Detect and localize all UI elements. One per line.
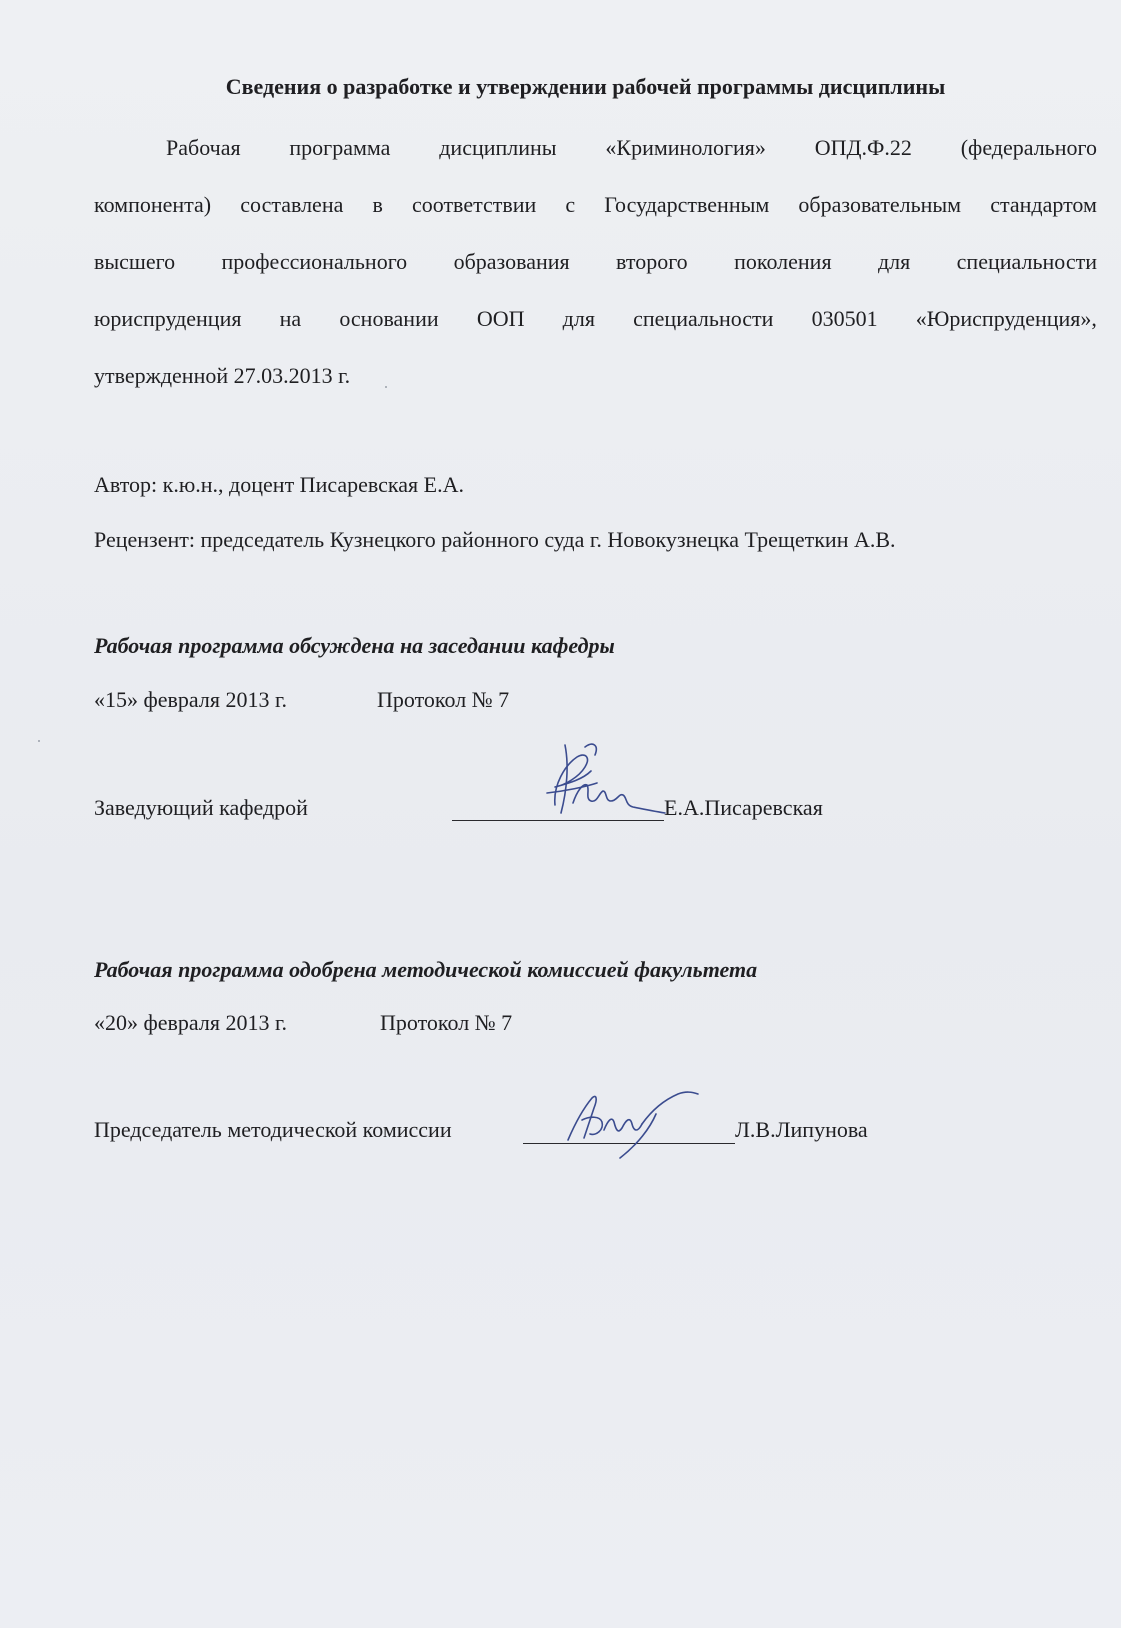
paragraph-word: программа	[289, 135, 391, 160]
paragraph-word: с	[565, 192, 576, 217]
commission-protocol: Протокол № 7	[380, 1010, 513, 1035]
paragraph-word: на	[279, 306, 302, 331]
document-title: Сведения о разработке и утверждении рабочей программы дисциплины	[225, 74, 946, 99]
paragraph-line	[94, 299, 1097, 356]
paragraph-line	[94, 356, 1097, 413]
author-line: Автор: к.ю.н., доцент Писаревская Е.А.	[94, 472, 464, 497]
paragraph-word: образовательным	[798, 192, 962, 217]
paragraph-word: стандартом	[990, 192, 1097, 217]
paragraph-word: (федерального	[960, 135, 1097, 160]
department-date: «15» февраля 2013 г.	[94, 687, 288, 712]
commission-heading: Рабочая программа одобрена методической комиссией факультета	[94, 957, 758, 982]
paragraph-word: второго	[616, 249, 688, 274]
paragraph-word: юриспруденция	[94, 306, 242, 331]
paragraph-word: компонента)	[94, 192, 212, 217]
department-head-title: Заведующий кафедрой	[94, 795, 308, 820]
paragraph-word: утвержденной 27.03.2013 г.	[94, 363, 351, 388]
paragraph-word: специальности	[633, 306, 774, 331]
department-head-name: Е.А.Писаревская	[664, 795, 823, 820]
paragraph-word: для	[562, 306, 595, 331]
paragraph-word: Рабочая	[166, 135, 241, 160]
scan-speck	[385, 386, 387, 388]
intro-paragraph	[94, 128, 1097, 413]
commission-date: «20» февраля 2013 г.	[94, 1010, 288, 1035]
paragraph-word: поколения	[734, 249, 832, 274]
paragraph-word: высшего	[94, 249, 176, 274]
paragraph-line	[94, 128, 1097, 185]
paragraph-word: образования	[453, 249, 570, 274]
paragraph-word: Государственным	[604, 192, 770, 217]
commission-chair-title: Председатель методической комиссии	[94, 1117, 452, 1142]
scan-speck	[38, 740, 40, 742]
paragraph-word: специальности	[956, 249, 1097, 274]
paragraph-line	[94, 242, 1097, 299]
paragraph-word: для	[877, 249, 911, 274]
paragraph-word: 030501	[811, 306, 878, 331]
paragraph-word: основании	[339, 306, 439, 331]
paragraph-word: ООП	[476, 306, 525, 331]
department-head-signature	[525, 735, 685, 830]
paragraph-line	[94, 185, 1097, 242]
paragraph-word: дисциплины	[439, 135, 557, 160]
department-heading: Рабочая программа обсуждена на заседании кафедры	[94, 633, 615, 658]
paragraph-word: профессионального	[221, 249, 408, 274]
commission-chair-signature	[560, 1080, 710, 1165]
paragraph-word: «Юриспруденция»,	[915, 306, 1097, 331]
paragraph-word: «Криминология»	[605, 135, 766, 160]
reviewer-line: Рецензент: председатель Кузнецкого районного суда г. Новокузнецка Трещеткин А.В.	[94, 527, 896, 552]
paragraph-word: составлена	[240, 192, 344, 217]
paragraph-word: соответствии	[411, 192, 537, 217]
paragraph-word: ОПД.Ф.22	[814, 135, 912, 160]
department-protocol: Протокол № 7	[377, 687, 510, 712]
paragraph-word: в	[372, 192, 383, 217]
commission-chair-name: Л.В.Липунова	[735, 1117, 868, 1142]
